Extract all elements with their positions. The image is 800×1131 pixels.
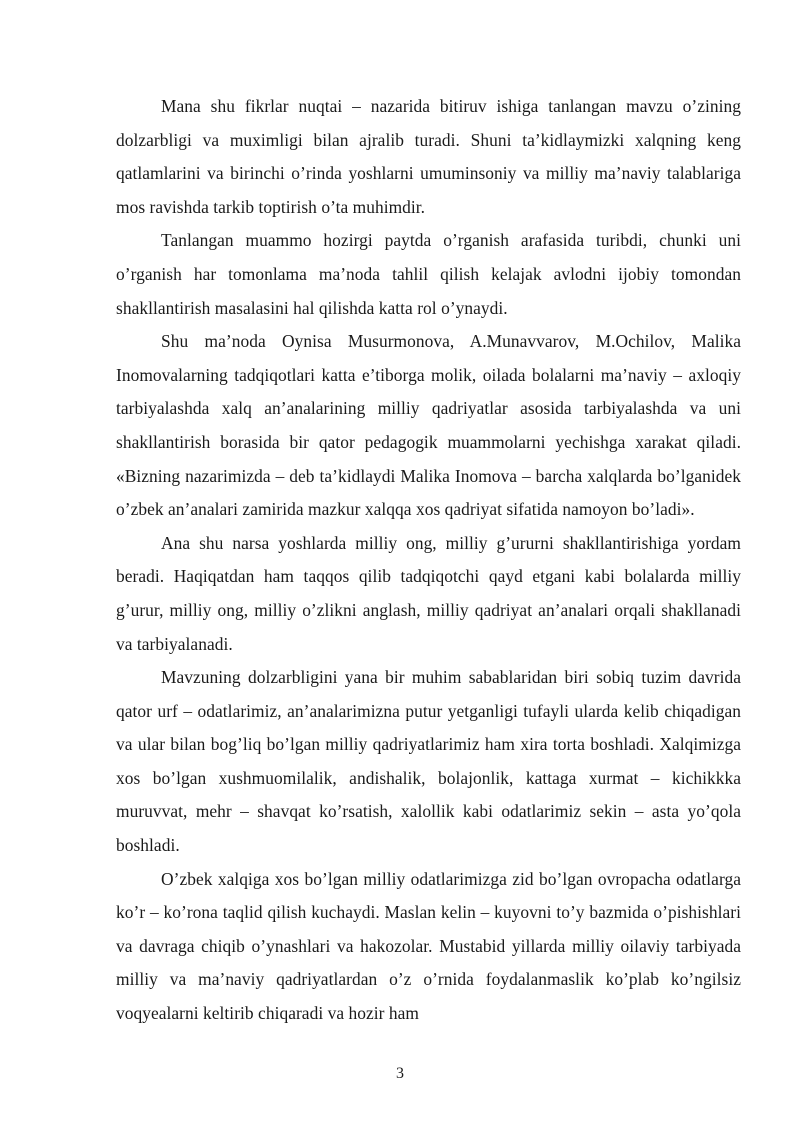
paragraph-3: Shu ma’noda Oynisa Musurmonova, A.Munavvarov, M.Ochilov, Malika Inomovalarning tadqiqotlari katta e’tiborga molik, oilada bolalarni ma’naviy – axloqiy tarbiyalashda xalq an’analarining milliy qadriyatlar asosida tarbiyalashda va uni shakllantirish borasida bir qator pedagogik muammolarni yechishga xarakat qiladi. «Bizning nazarimizda – deb ta’kidlaydi Malika Inomova – barcha xalqlarda bo’lganidek o’zbek an’analari zamirida mazkur xalqqa xos qadriyat sifatida namoyon bo’ladi». — [116, 331, 741, 520]
paragraph-1: Mana shu fikrlar nuqtai – nazarida bitiruv ishiga tanlangan mavzu o’zining dolzarbligi va muximligi bilan ajralib turadi. Shuni ta’kidlaymizki xalqning keng qatlamlarini va birinchi o’rinda yoshlarni umuminsoniy va milliy ma’naviy talablariga mos ravishda tarkib toptirish o’ta muhimdir. — [116, 96, 741, 217]
paragraph-5: Mavzuning dolzarbligini yana bir muhim sabablaridan biri sobiq tuzim davrida qator urf – odatlarimiz, an’analarimizna putur yetganligi tufayli ularda kelib chiqadigan va ular bilan bog’liq bo’lgan milliy qadriyatlarimiz ham xira torta boshladi. Xalqimizga xos bo’lgan xushmuomilalik, andishalik, bolajonlik, kattaga xurmat – kichikkka muruvvat, mehr – shavqat ko’rsatish, xalollik kabi odatlarimiz sekin – asta yo’qola boshladi. — [116, 667, 741, 856]
page-number: 3 — [396, 1065, 404, 1082]
document-page — [116, 90, 741, 1031]
paragraph-6: O’zbek xalqiga xos bo’lgan milliy odatlarimizga zid bo’lgan ovropacha odatlarga ko’r – ko’rona taqlid qilish kuchaydi. Maslan kelin – kuyovni to’y bazmida o’pishishlari va davraga chiqib o’ynashlari va hakozolar. Mustabid yillarda milliy oilaviy tarbiyada milliy va ma’naviy qadriyatlardan o’z o’rnida foydalanmaslik ko’plab ko’ngilsiz voqyealarni keltirib chiqaradi va hozir ham — [116, 868, 741, 1024]
paragraph-4: Ana shu narsa yoshlarda milliy ong, milliy g’ururni shakllantirishiga yordam beradi. Haqiqatdan ham taqqos qilib tadqiqotchi qayd etgani kabi bolalarda milliy g’urur, milliy ong, milliy o’zlikni anglash, milliy qadriyat an’analari orqali shakllanadi va tarbiyalanadi. — [116, 532, 741, 654]
paragraph-2: Tanlangan muammo hozirgi paytda o’rganish arafasida turibdi, chunki uni o’rganish har tomonlama ma’noda tahlil qilish kelajak avlodni ijobiy tomondan shakllantirish masalasini hal qilishda katta rol o’ynaydi. — [116, 230, 741, 318]
